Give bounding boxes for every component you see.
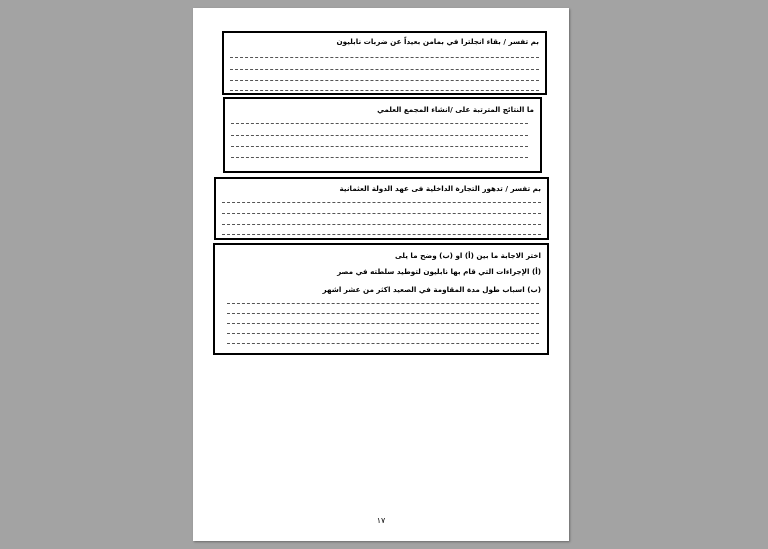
answer-line bbox=[222, 213, 541, 214]
answer-line bbox=[222, 224, 541, 225]
question-box-4 bbox=[213, 243, 549, 355]
answer-line bbox=[231, 146, 528, 147]
answer-line bbox=[227, 303, 539, 304]
answer-line bbox=[231, 157, 528, 158]
question-box-2 bbox=[223, 97, 542, 173]
answer-line bbox=[231, 135, 528, 136]
answer-line bbox=[222, 234, 541, 235]
question-text: بم تفسر / بقاء انجلترا في بمامن بعيداً عن ضربات نابليون bbox=[336, 37, 539, 46]
answer-line bbox=[227, 313, 539, 314]
question-box-3 bbox=[214, 177, 549, 240]
document-page bbox=[193, 8, 569, 541]
option-a-text: (أ) الإجراءات التي قام بها نابليون لتوطيد سلطته في مصر bbox=[337, 267, 541, 276]
answer-line bbox=[227, 323, 539, 324]
page-number: ١٧ bbox=[376, 516, 386, 525]
answer-line bbox=[227, 333, 539, 334]
question-text: اختر الاجابة ما بين (أ) او (ب) وضح ما يلى bbox=[395, 251, 541, 260]
question-box-1 bbox=[222, 31, 547, 95]
question-text: ما النتائج المترتبة على /انشاء المجمع العلمي bbox=[377, 105, 534, 114]
answer-line bbox=[230, 57, 539, 58]
answer-line bbox=[230, 80, 539, 81]
answer-line bbox=[230, 69, 539, 70]
question-text: بم تفسر / تدهور التجارة الداخلية فى عهد الدولة العثمانية bbox=[339, 184, 541, 193]
option-b-text: (ب) اسباب طول مدة المقاومة في الصعيد اكثر من عشر اشهر bbox=[322, 285, 541, 294]
answer-line bbox=[231, 123, 528, 124]
answer-line bbox=[222, 202, 541, 203]
answer-line bbox=[230, 90, 539, 91]
answer-line bbox=[227, 343, 539, 344]
